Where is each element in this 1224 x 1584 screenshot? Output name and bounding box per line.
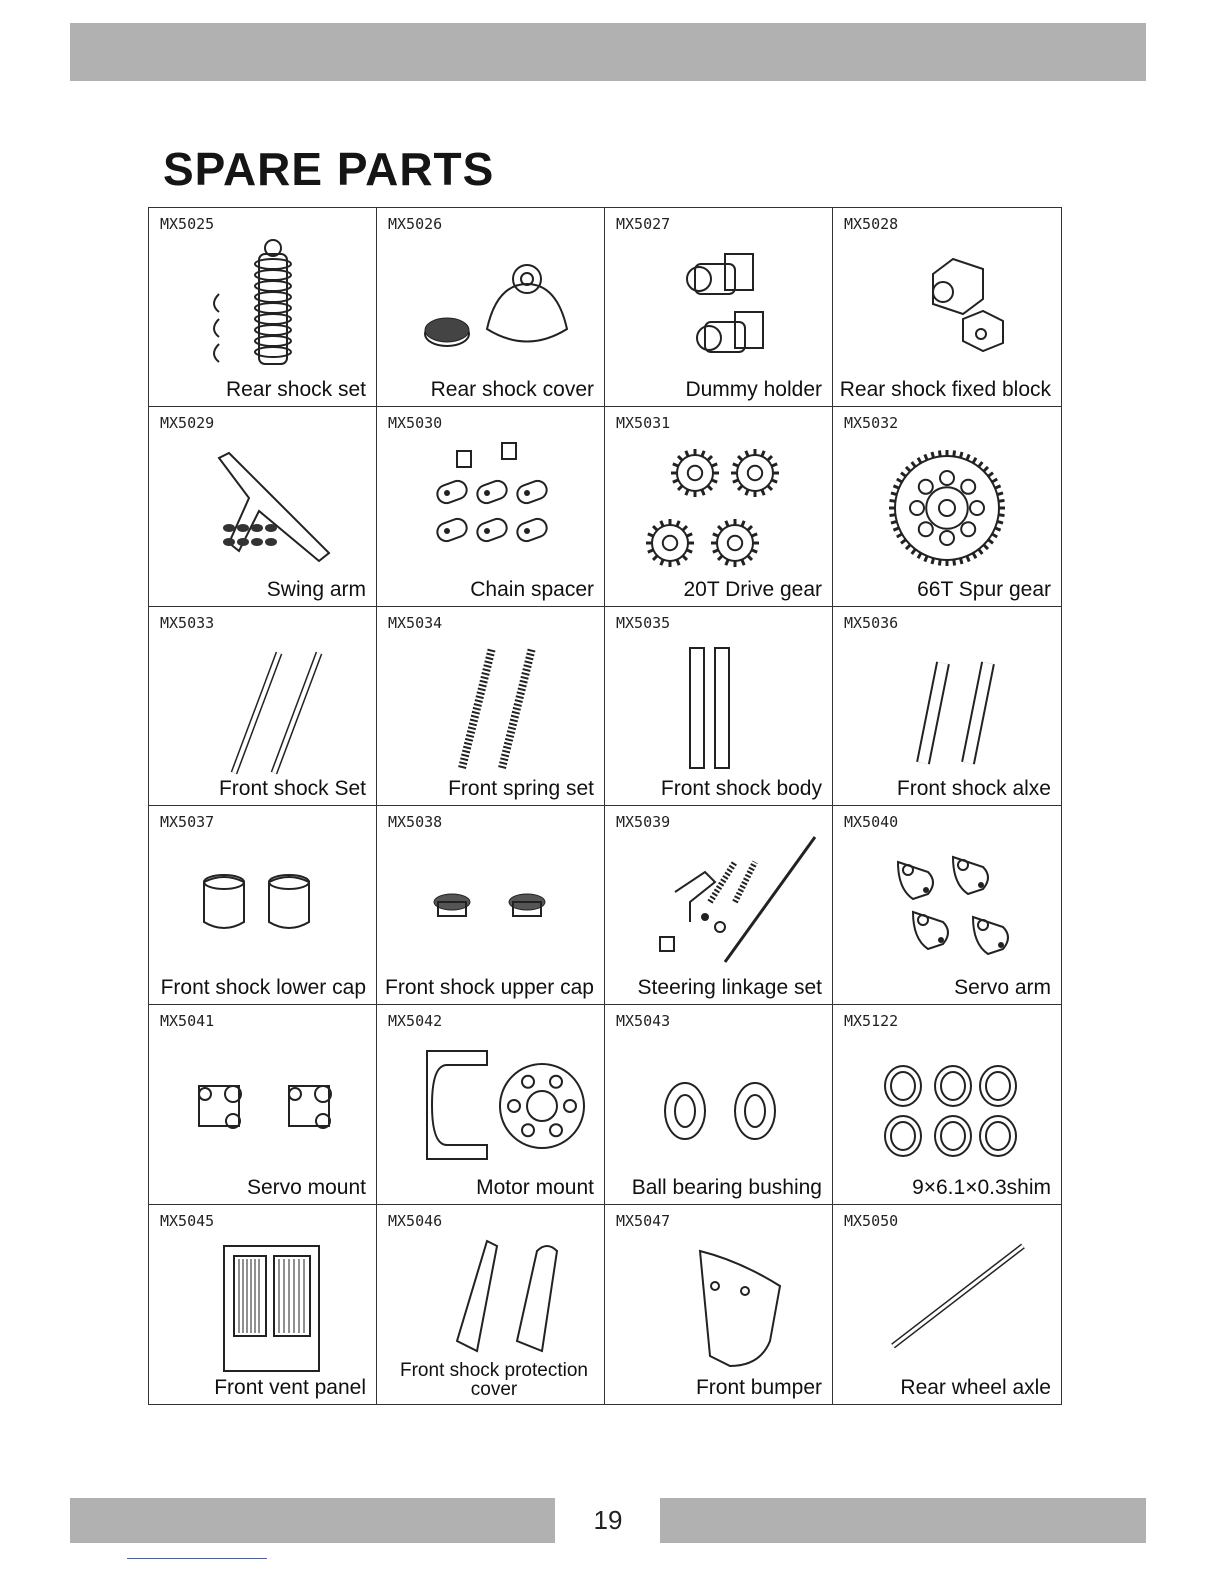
part-cell — [833, 208, 1061, 407]
part-name: Front shock protection cover — [400, 1359, 588, 1400]
part-cell — [605, 607, 833, 806]
parts-grid — [148, 207, 1062, 1405]
page-number: 19 — [593, 1505, 623, 1535]
part-cell — [377, 208, 605, 407]
part-code: MX5036 — [844, 613, 899, 632]
part-cell — [833, 806, 1061, 1005]
part-code: MX5045 — [160, 1211, 215, 1230]
part-name: Rear shock set — [225, 378, 366, 402]
motor-mount-icon — [387, 1031, 595, 1181]
part-cell — [833, 607, 1061, 806]
part-code: MX5046 — [388, 1211, 443, 1230]
part-code: MX5040 — [844, 812, 899, 831]
wheel-axle-icon — [843, 1231, 1051, 1381]
part-cell — [605, 1005, 833, 1204]
part-code: MX5033 — [160, 613, 215, 632]
part-code: MX5041 — [160, 1012, 215, 1031]
part-code: MX5032 — [844, 414, 899, 433]
part-code: MX5042 — [388, 1012, 443, 1031]
footer-bar-left — [70, 1498, 555, 1543]
part-code: MX5034 — [388, 613, 443, 632]
part-cell — [377, 607, 605, 806]
shock-absorber-icon — [159, 234, 367, 384]
part-cell — [149, 806, 377, 1005]
part-name: Front shock upper cap — [385, 976, 594, 1000]
part-cell — [149, 208, 377, 407]
shim-icon — [843, 1031, 1051, 1181]
part-name: Servo arm — [954, 976, 1051, 1000]
part-name: Front shock alxe — [896, 776, 1051, 800]
part-name: Front spring set — [448, 776, 594, 800]
part-code: MX5122 — [844, 1012, 899, 1031]
shock-axle-icon — [843, 633, 1051, 783]
part-code: MX5035 — [616, 613, 671, 632]
part-code: MX5038 — [388, 812, 443, 831]
part-code: MX5050 — [844, 1211, 899, 1230]
steering-linkage-icon — [615, 832, 823, 982]
fixed-block-icon — [843, 234, 1051, 384]
part-code: MX5029 — [160, 414, 215, 433]
part-code: MX5039 — [616, 812, 671, 831]
part-cell — [149, 1205, 377, 1404]
swing-arm-icon — [159, 433, 367, 583]
part-cell — [833, 407, 1061, 606]
part-name: Front shock body — [660, 776, 822, 800]
header-bar — [70, 23, 1146, 81]
part-name: Front shock Set — [218, 776, 366, 800]
part-cell — [605, 806, 833, 1005]
part-code: MX5047 — [616, 1211, 671, 1230]
vent-panel-icon — [159, 1231, 367, 1381]
part-name: Front shock lower cap — [160, 976, 366, 1000]
part-name: Servo mount — [246, 1175, 366, 1199]
part-name: Chain spacer — [470, 577, 594, 601]
shock-body-icon — [615, 633, 823, 783]
spring-icon — [387, 633, 595, 783]
divider-line — [127, 1558, 267, 1559]
protection-cover-icon — [387, 1231, 595, 1381]
part-cell — [149, 607, 377, 806]
bumper-icon — [615, 1231, 823, 1381]
part-name: Front bumper — [695, 1375, 822, 1399]
shock-cover-icon — [387, 234, 595, 384]
part-code: MX5025 — [160, 215, 215, 233]
part-name: Dummy holder — [685, 378, 822, 402]
part-name: Rear wheel axle — [900, 1375, 1051, 1399]
dummy-holder-icon — [615, 234, 823, 384]
part-name: Front vent panel — [214, 1375, 366, 1399]
part-cell — [605, 1205, 833, 1404]
part-name: 20T Drive gear — [683, 577, 822, 601]
servo-mount-icon — [159, 1031, 367, 1181]
part-name: 9×6.1×0.3shim — [912, 1175, 1051, 1199]
part-code: MX5031 — [616, 414, 671, 433]
part-code: MX5026 — [388, 215, 443, 233]
part-cell — [377, 1005, 605, 1204]
part-cell — [605, 208, 833, 407]
part-cell — [377, 806, 605, 1005]
part-cell — [377, 1205, 605, 1404]
bearing-icon — [615, 1031, 823, 1181]
spur-gear-icon — [843, 433, 1051, 583]
part-code: MX5037 — [160, 812, 215, 831]
part-code: MX5043 — [616, 1012, 671, 1031]
part-name: Motor mount — [476, 1175, 594, 1199]
upper-cap-icon — [387, 832, 595, 982]
part-name: Rear shock fixed block — [839, 378, 1051, 402]
chain-spacer-icon — [387, 433, 595, 583]
part-cell — [377, 407, 605, 606]
part-name: Swing arm — [266, 577, 366, 601]
part-cell — [149, 1005, 377, 1204]
part-name: Rear shock cover — [430, 378, 594, 402]
front-shock-icon — [159, 633, 367, 783]
part-code: MX5030 — [388, 414, 443, 433]
part-code: MX5028 — [844, 215, 899, 233]
part-name: Steering linkage set — [637, 976, 822, 1000]
lower-cap-icon — [159, 832, 367, 982]
servo-arm-icon — [843, 832, 1051, 982]
part-cell — [149, 407, 377, 606]
part-name: 66T Spur gear — [917, 577, 1051, 601]
part-cell — [833, 1205, 1061, 1404]
footer-bar-right — [660, 1498, 1146, 1543]
part-code: MX5027 — [616, 215, 671, 233]
part-cell — [833, 1005, 1061, 1204]
part-name: Ball bearing bushing — [631, 1175, 822, 1199]
drive-gear-icon — [615, 433, 823, 583]
page-title: SPARE PARTS — [163, 143, 495, 195]
part-cell — [605, 407, 833, 606]
